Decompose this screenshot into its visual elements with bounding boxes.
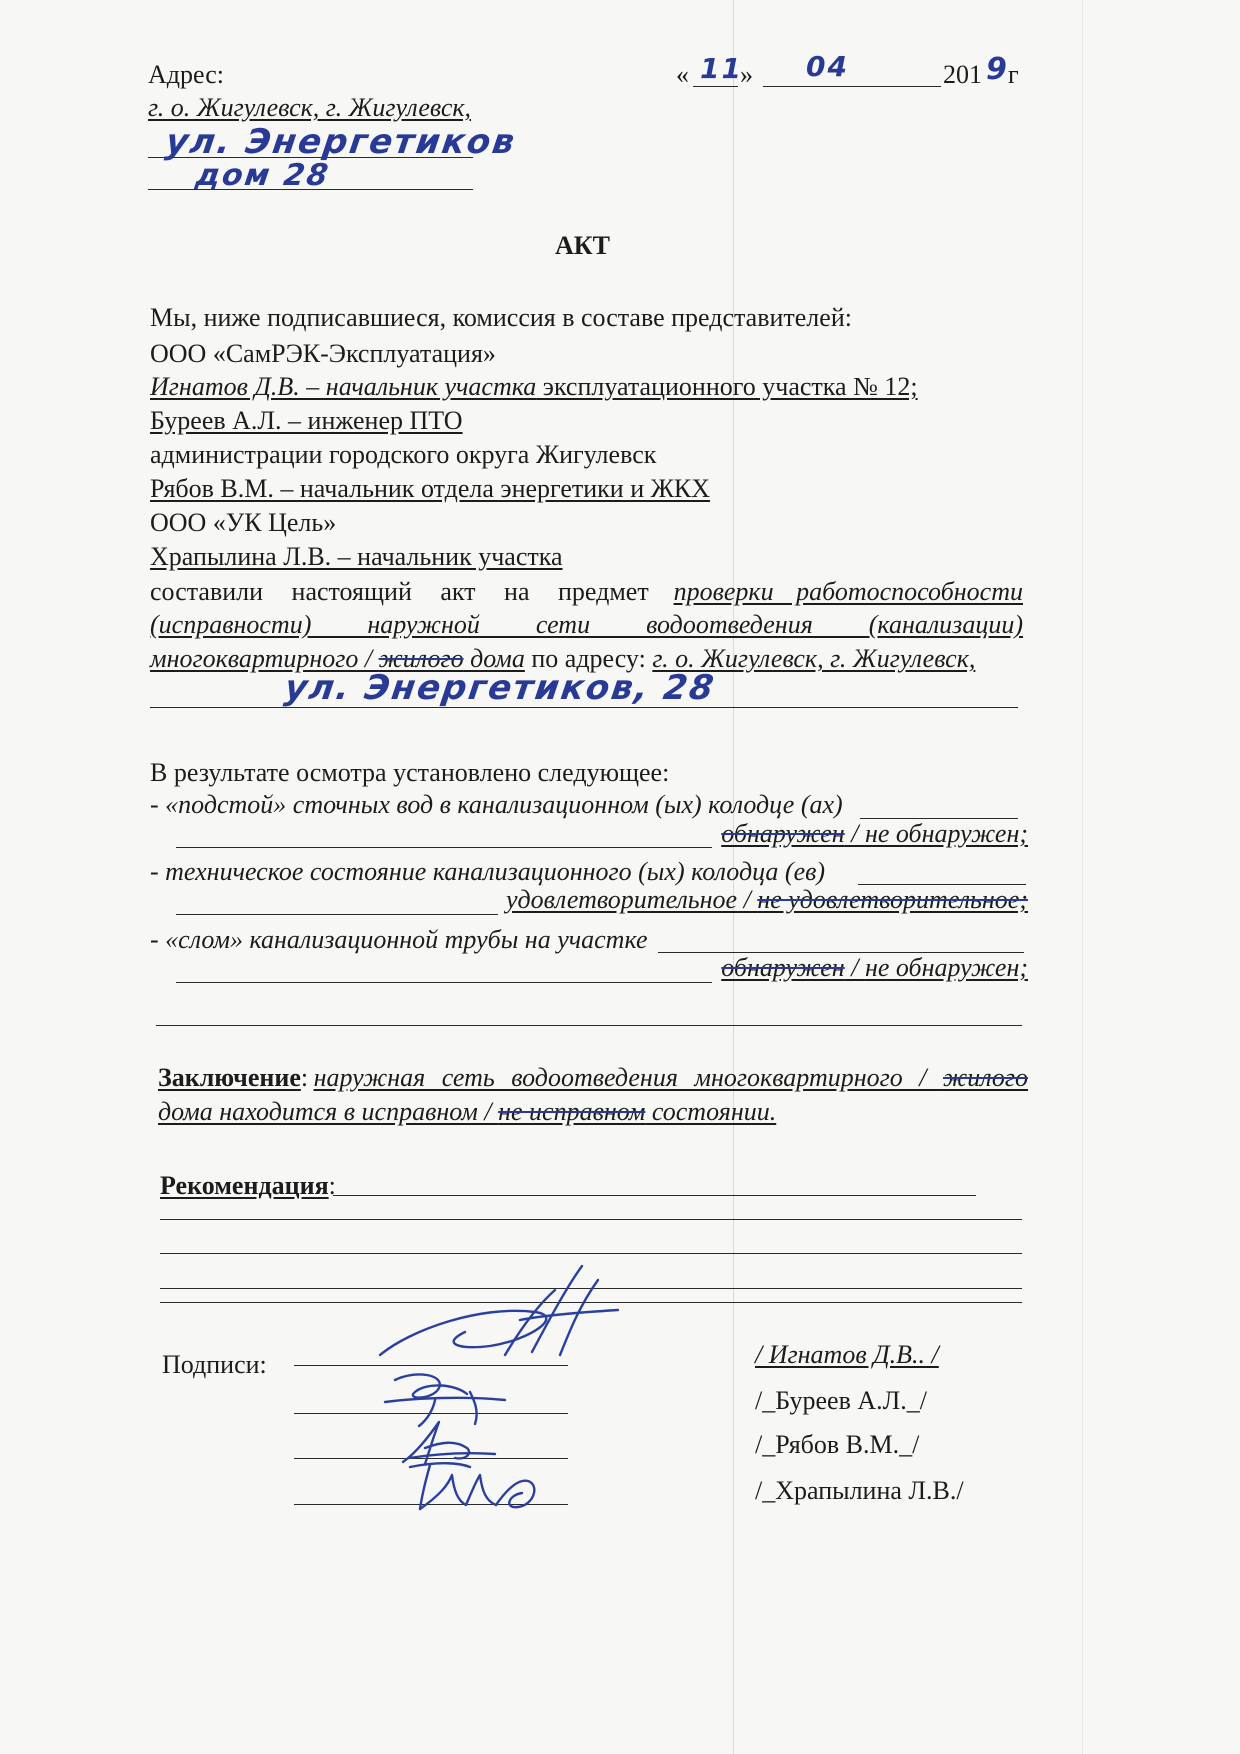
- signature-name-4: /_Храпылина Л.В./: [755, 1476, 964, 1505]
- signature-name-1: / Игнатов Д.В.. /: [755, 1340, 939, 1369]
- signature-name-3: /_Рябов В.М._/: [755, 1430, 920, 1459]
- inspection-item-1-answer-line: [176, 847, 712, 848]
- subject-multi-apartment: многоквартирного /: [150, 644, 379, 673]
- option-found: обнаружен: [721, 819, 845, 848]
- date-year-prefix: 201: [943, 60, 982, 89]
- option-satisfactory: удовлетворительное: [505, 885, 738, 914]
- conclusion-line-2: [158, 1097, 776, 1127]
- subject-address-label: по адресу:: [524, 644, 653, 673]
- signature-ignatov-icon: [370, 1260, 630, 1380]
- inspection-item-1-options: [721, 819, 1028, 849]
- recommendation-label-wrap: [160, 1171, 336, 1201]
- address-handwritten-house: дом 28: [193, 158, 333, 193]
- inspection-intro: В результате осмотра установлено следующее:: [150, 758, 670, 787]
- address-handwritten-street: ул. Энергетиков: [163, 122, 519, 162]
- conclusion-label: Заключение: [158, 1063, 301, 1092]
- subject-line-1: [150, 577, 1023, 607]
- recommendation-line-1: [333, 1195, 976, 1196]
- inspection-item-2-options: [506, 885, 1028, 915]
- inspection-item-2-answer-line: [176, 914, 498, 915]
- inspection-item-3-options: [721, 953, 1028, 983]
- org-samrek: ООО «СамРЭК-Эксплуатация»: [150, 339, 496, 368]
- conclusion-house: дома находится в исправном /: [158, 1097, 499, 1126]
- inspection-item-3-answer-line: [176, 982, 712, 983]
- option-not-found: не обнаружен;: [864, 953, 1028, 982]
- conclusion-struck-state: не исправном: [498, 1097, 646, 1126]
- recommendation-label: Рекомендация: [160, 1171, 329, 1200]
- inspection-item-2: - техническое состояние канализационного (ых) колодца (ев): [150, 857, 826, 886]
- scan-artifact: [1082, 0, 1083, 1754]
- document-title: АКТ: [555, 231, 610, 260]
- subject-struck-option: жилого: [378, 644, 464, 673]
- subject-line-2: (исправности) наружной сети водоотведения (канализации): [150, 610, 1023, 639]
- subject-address-handwritten: ул. Энергетиков, 28: [282, 668, 718, 708]
- signature-name-2: /_Буреев А.Л._/: [755, 1386, 927, 1415]
- date-month-underline: [763, 86, 941, 87]
- member-ignatov: [150, 372, 918, 402]
- conclusion-line-1: [158, 1063, 1028, 1093]
- option-unsatisfactory: не удовлетворительное;: [757, 885, 1028, 914]
- subject-plain: составили настоящий акт на предмет: [150, 577, 649, 606]
- date-month: 04: [806, 50, 849, 83]
- inspection-item-3: - «слом» канализационной трубы на участке: [150, 925, 648, 954]
- signatures-label: Подписи:: [162, 1350, 267, 1379]
- recommendation-line-2: [160, 1219, 1022, 1220]
- recommendation-colon: :: [328, 1171, 336, 1200]
- inspection-item-1: - «подстой» сточных вод в канализационном (ых) колодце (ах): [150, 790, 843, 819]
- member-khrapylina: Храпылина Л.В. – начальник участка: [150, 542, 563, 571]
- date-close-quote: »: [740, 60, 753, 89]
- date-year-digit: 9: [986, 52, 1009, 87]
- option-separator: /: [844, 953, 865, 982]
- conclusion-colon: :: [300, 1063, 309, 1092]
- conclusion-network: наружная сеть водоотведения многоквартирного /: [313, 1063, 944, 1092]
- address-line-1: г. о. Жигулевск, г. Жигулевск,: [148, 93, 472, 122]
- option-found: обнаружен: [721, 953, 845, 982]
- option-not-found: не обнаружен;: [864, 819, 1028, 848]
- conclusion-state: состоянии.: [645, 1097, 777, 1126]
- subject-check: проверки работоспособности: [673, 577, 1023, 606]
- signature-khrapylina-icon: [400, 1455, 560, 1515]
- option-separator: /: [844, 819, 865, 848]
- member-ignatov-name: Игнатов Д.В. – начальник участка: [150, 372, 537, 401]
- conclusion-struck-option: жилого: [943, 1063, 1028, 1092]
- date-day: 11: [700, 52, 743, 85]
- address-label: Адрес:: [148, 60, 224, 89]
- date-suffix: г: [1008, 60, 1019, 89]
- recommendation-line-3: [160, 1253, 1022, 1254]
- conclusion-text-1: [314, 1063, 1028, 1093]
- org-administration: администрации городского округа Жигулевск: [150, 440, 657, 469]
- member-bureev: Буреев А.Л. – инженер ПТО: [150, 406, 463, 435]
- date-open-quote: «: [676, 60, 689, 89]
- member-ignatov-rest: эксплуатационного участка № 12;: [536, 372, 918, 401]
- subject-address: г. о. Жигулевск, г. Жигулевск,: [652, 644, 976, 673]
- conclusion-label-wrap: [158, 1063, 308, 1093]
- commission-intro: Мы, ниже подписавшиеся, комиссия в составе представителей:: [150, 303, 852, 332]
- subject-house-word: дома: [463, 644, 525, 673]
- date-day-underline: [693, 86, 738, 87]
- option-separator: /: [737, 885, 758, 914]
- org-uk-cel: ООО «УК Цель»: [150, 508, 337, 537]
- member-ryabov: Рябов В.М. – начальник отдела энергетики и ЖКХ: [150, 474, 711, 503]
- inspection-extra-line: [156, 1025, 1022, 1026]
